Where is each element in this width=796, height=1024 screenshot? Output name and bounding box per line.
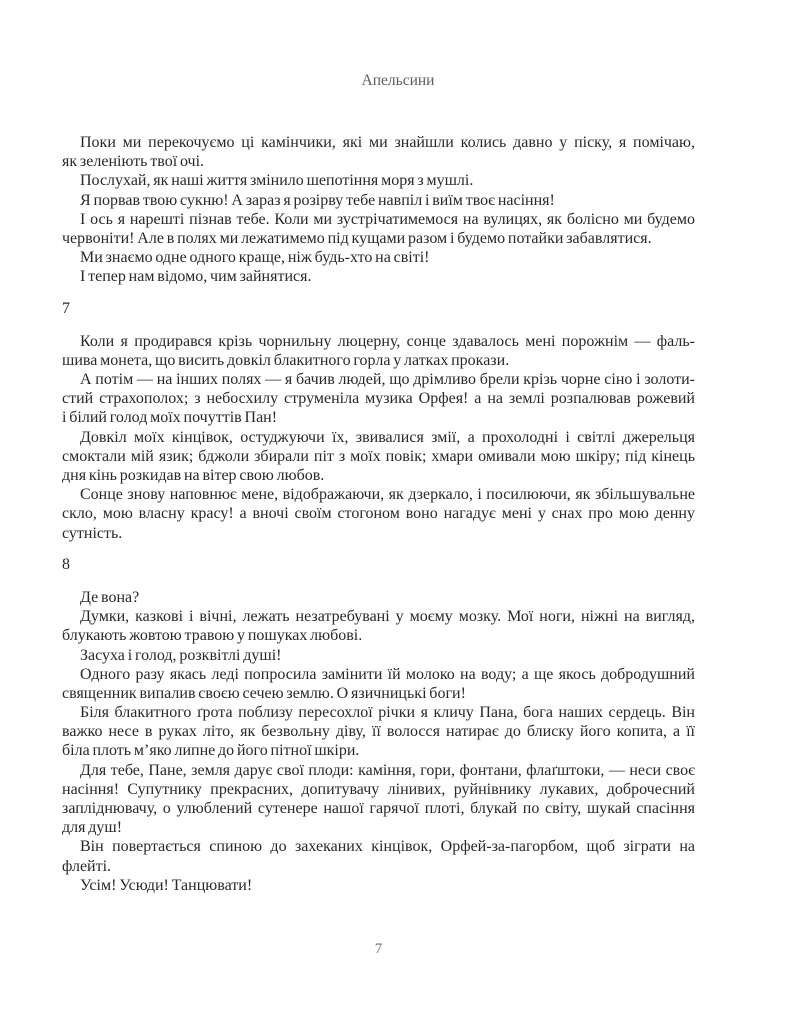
- text-line: важко несе в руках літо, як безвольну діву, її волосся натирає до блиску його копита, а її: [62, 723, 695, 741]
- page-number: 7: [374, 941, 383, 957]
- text-line: священник випалив своєю сечею землю. О язичницькі боги!: [62, 684, 466, 702]
- text-line: І тепер нам відомо, чим зайнятися.: [80, 268, 312, 286]
- section-number: 7: [62, 299, 70, 317]
- paragraph: [62, 876, 695, 895]
- paragraph: [62, 646, 695, 665]
- text-line: Одного разу якась леді попросила замінити їй молоко на воду; а ще якось добродушний: [80, 665, 695, 683]
- text-line: як зеленіють твої очі.: [62, 153, 205, 171]
- section: [62, 299, 695, 543]
- section-number: 8: [62, 555, 70, 573]
- paragraph: [62, 607, 695, 645]
- running-head: Апельсини: [361, 72, 435, 89]
- text-line: Для тебе, Пане, земля дарує свої плоди: каміння, гори, фонтани, флаґштоки, — неси своє: [80, 761, 695, 779]
- text-line: Він повертається спиною до захеканих кінцівок, Орфей-за-пагорбом, щоб зіграти на: [80, 838, 695, 856]
- text-line: і білий голод моїх почуттів Пан!: [62, 409, 278, 427]
- text-line: Усім! Усюди! Танцювати!: [80, 876, 253, 894]
- paragraph: [62, 703, 695, 761]
- paragraph: [62, 191, 695, 210]
- section: [62, 133, 695, 287]
- text-line: скло, мою власну красу! а вночі своїм стогоном воно нагадує мені у снах про мою денну: [62, 505, 695, 523]
- paragraph: [62, 428, 695, 486]
- section: [62, 555, 695, 895]
- paragraph: [62, 332, 695, 370]
- paragraph: [62, 248, 695, 267]
- text-line: дня кінь розкидав на вітер свою любов.: [62, 467, 325, 485]
- paragraph: [62, 171, 695, 190]
- text-line: Засуха і голод, розквітлі душі!: [80, 646, 282, 664]
- text-line: біла плоть м’яко липне до його пітної шкіри.: [62, 742, 360, 760]
- text-line: І ось я нарешті пізнав тебе. Коли ми зустрічатимемося на вулицях, як болісно ми будемо: [80, 210, 695, 228]
- text-line: Біля блакитного ґрота поблизу пересохлої річки я кличу Пана, бога наших сердець. Він: [80, 704, 695, 722]
- text-line: Ми знаємо одне одного краще, ніж будь-хто на світі!: [80, 249, 430, 267]
- text-line: флейті.: [62, 857, 112, 875]
- text-line: Де вона?: [80, 588, 140, 606]
- text-line: Думки, казкові і вічні, лежать незатребувані у моєму мозку. Мої ноги, ніжні на вигляд,: [80, 608, 695, 626]
- text-line: сутність.: [62, 524, 123, 542]
- text-line: насіння! Супутнику прекрасних, допитувачу лінивих, руйнівнику лукавих, доброчесний: [62, 780, 695, 798]
- text-line: Коли я продирався крізь чорнильну люцерну, сонце здавалось мені порожнім — фаль-: [80, 332, 695, 350]
- paragraph: [62, 267, 695, 286]
- paragraph: [62, 837, 695, 875]
- text-line: стий страхополох; з небосхилу струменіла музика Орфея! а на землі розпалював рожевий: [62, 390, 695, 408]
- text-line: Сонце знову наповнює мене, відображаючи, як дзеркало, і посилюючи, як збільшувальне: [80, 486, 695, 504]
- paragraph: [62, 133, 695, 171]
- text-line: Поки ми перекочуємо ці камінчики, які ми знайшли колись давно у піску, я помічаю,: [80, 134, 695, 151]
- text-line: А потім — на інших полях — я бачив людей, що дрімливо брели крізь чорне сіно і золоти-: [80, 371, 695, 389]
- paragraph: [62, 588, 695, 607]
- text-column: [62, 133, 695, 895]
- text-line: запліднювачу, о улюблений сутенере нашої гарячої плоті, блукай по світу, шукай спасіння: [62, 800, 695, 818]
- paragraph: [62, 210, 695, 248]
- paragraph: [62, 761, 695, 838]
- text-line: червоніти! Але в полях ми лежатимемо під кущами разом і будемо потайки забавлятися.: [62, 229, 652, 247]
- paragraph: [62, 665, 695, 703]
- text-line: блукають жовтою травою у пошуках любові.: [62, 627, 363, 645]
- paragraph: [62, 485, 695, 543]
- text-line: шива монета, що висить довкіл блакитного горла у латках прокази.: [62, 351, 510, 369]
- text-line: Послухай, як наші життя змінило шепотіння моря з мушлі.: [80, 172, 474, 190]
- text-line: смоктали мій язик; бджоли збирали піт з моїх повік; хмари омивали мою шкіру; під кінець: [62, 447, 695, 465]
- text-line: для душ!: [62, 819, 123, 837]
- text-line: Я порвав твою сукню! А зараз я розірву тебе навпіл і виїм твоє насіння!: [80, 191, 555, 209]
- text-line: Довкіл моїх кінцівок, остуджуючи їх, звивалися змії, а прохолодні і світлі джерельця: [80, 428, 695, 446]
- paragraph: [62, 370, 695, 428]
